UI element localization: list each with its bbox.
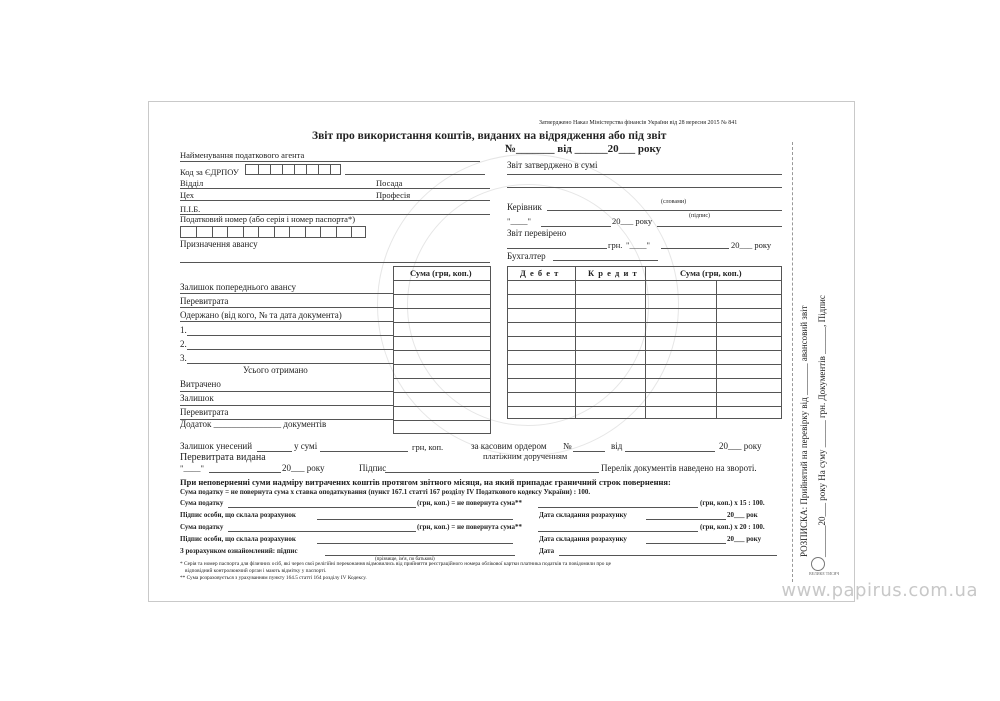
issued-sign: Підпис <box>359 463 387 473</box>
sign-1-label: Підпис особи, що склала розрахунок <box>180 511 296 519</box>
footnote-2: ** Сума розраховується з урахуванням пункту 164.5 статті 164 розділу IV Кодексу. <box>180 575 367 581</box>
docs-list-note: Перелік документів наведено на звороті. <box>601 463 757 473</box>
from-label: від <box>611 441 623 451</box>
row-overspend-2: Перевитрата <box>180 407 229 417</box>
edrpou-boxes[interactable] <box>245 164 341 175</box>
row-attachment: Додаток _______________ документів <box>180 419 327 429</box>
remainder-deposited: Залишок унесений <box>180 441 253 451</box>
row-3: 3. <box>180 353 187 363</box>
tax-1-end: (грн, коп.) х 15 : 100. <box>700 499 765 507</box>
advance-purpose-line <box>180 262 490 263</box>
checked-year: 20___ року <box>731 240 772 250</box>
row-prev-advance: Залишок попереднього авансу <box>180 282 296 292</box>
sign-2-label: Підпис особи, що склала розрахунок <box>180 535 296 543</box>
tax-2-label: Сума податку <box>180 523 224 531</box>
sign-2-date: Дата складання розрахунку <box>539 535 627 543</box>
publisher-logo-icon <box>811 557 825 571</box>
row-total-received: Усього отримано <box>243 365 308 375</box>
left-sum-table <box>393 266 491 434</box>
row-overspend: Перевитрата <box>180 296 229 306</box>
in-words-caption: (словами) <box>661 199 687 205</box>
checked-date-line <box>661 248 729 249</box>
row-received: Одержано (від кого, № та дата документа) <box>180 310 342 320</box>
right-sum-header: Сума (грн, коп.) <box>680 268 742 278</box>
department-line <box>180 188 490 189</box>
publisher-logo-text: ВЕЛИКЕ ТИСЯЧ <box>809 571 840 576</box>
tax-number-label: Податковий номер (або серія і номер паспорта*) <box>180 214 356 224</box>
footnote-1: * Серія та номер паспорта для фізичних осіб, які через свої релігійні переконання відмовились від прийняття реєстраційного номера облікової картки платника податків та повідомили про це <box>180 561 611 567</box>
overspend-issued: Перевитрата видана <box>180 452 266 463</box>
shop-line <box>180 200 490 201</box>
head-label: Керівник <box>507 202 542 212</box>
warning-line-1: При неповерненні суми надміру витрачених коштів протягом звітного місяця, на який припадає граничний строк повернення: <box>180 477 671 487</box>
warning-line-2: Сума податку = не повернута сума х ставка оподаткування (пункт 167.1 статті 167 розділу IV Податкового кодексу України) : 100. <box>180 488 591 496</box>
approved-sum-line <box>507 174 782 175</box>
approved-sum-line-2 <box>507 187 782 188</box>
acquainted-label: З розрахунком ознайомлений: підпис <box>180 547 298 555</box>
department-label: Відділ <box>180 178 204 188</box>
head-sign-line <box>657 226 782 227</box>
advance-purpose-label: Призначення авансу <box>180 239 258 249</box>
tax-number-boxes[interactable] <box>180 226 366 238</box>
footnote-1b: відповідний контролюючий орган і мають відмітку у паспорті. <box>185 568 327 574</box>
position-label: Посада <box>376 178 403 188</box>
sign-1-year: 20___ рок <box>727 511 758 519</box>
left-sum-header: Сума (грн, коп.) <box>410 268 472 278</box>
checked-sum-line <box>507 248 607 249</box>
approved-sum-label: Звіт затверджено в сумі <box>507 160 598 170</box>
report-form <box>148 101 855 602</box>
grn-kop-label: грн, коп. <box>412 442 444 452</box>
debit-header: Д е б е т <box>520 268 560 278</box>
receipt-cut-line <box>792 142 793 582</box>
agent-name-label: Найменування податкового агента <box>180 150 305 160</box>
tax-2-mid: (грн, коп.) = не повернута сума** <box>417 523 522 531</box>
tax-1-mid: (грн, коп.) = не повернута сума** <box>417 499 522 507</box>
right-ledger-table <box>507 266 782 419</box>
edrpou-tail-line <box>345 174 485 175</box>
row-1: 1. <box>180 325 187 335</box>
acquainted-date: Дата <box>539 547 555 555</box>
row-remainder: Залишок <box>180 393 214 403</box>
payment-order: платіжним дорученням <box>483 451 568 461</box>
acquainted-caption: (прізвище, ім'я, по батькові) <box>375 557 435 562</box>
tax-2-end: (грн, коп.) х 20 : 100. <box>700 523 765 531</box>
sign-1-date: Дата складання розрахунку <box>539 511 627 519</box>
agent-name-line <box>180 161 480 162</box>
profession-label: Професія <box>376 190 411 200</box>
tax-1-label: Сума податку <box>180 499 224 507</box>
receipt-col-1: РОЗПИСКА: Прийнятий на перевірку від _______ авансовий звіт <box>799 305 809 557</box>
receipt-col-2: _______20___ року На суму ______ грн. Документів ______, Підпис <box>817 295 827 557</box>
site-watermark: www.papirus.com.ua <box>781 580 978 601</box>
head-date-quote: "____" <box>507 216 531 226</box>
head-date-line <box>541 226 611 227</box>
form-title: Звіт про використання коштів, виданих на відрядження або під звіт <box>312 130 667 142</box>
credit-header: К р е д и т <box>588 268 638 278</box>
head-year: 20___ року <box>612 216 653 226</box>
checked-grn: грн. <box>608 240 623 250</box>
issued-date-quote: "____" <box>180 463 204 473</box>
head-line <box>547 210 782 211</box>
issued-year: 20___ року <box>282 463 325 473</box>
row-spent: Витрачено <box>180 379 221 389</box>
signature-caption: (підпис) <box>689 213 711 219</box>
sign-2-year: 20___ року <box>727 535 762 543</box>
number-sign: № <box>563 441 572 451</box>
form-number-line: №_______ від ______20___ року <box>505 143 662 155</box>
checked-label: Звіт перевірено <box>507 228 567 238</box>
remainder-year: 20___ року <box>719 441 762 451</box>
accountant-line <box>553 260 658 261</box>
edrpou-label: Код за ЄДРПОУ <box>180 167 239 177</box>
by-cash-order: за касовим ордером <box>471 441 547 451</box>
checked-quote: "____" <box>626 240 650 250</box>
shop-label: Цех <box>180 190 195 200</box>
approval-note: Затверджено Наказ Міністерства фінансів України від 28 вересня 2015 № 841 <box>539 120 738 126</box>
pib-label: П.І.Б. <box>180 204 201 214</box>
in-sum-label: у сумі <box>294 441 318 451</box>
row-2: 2. <box>180 339 187 349</box>
accountant-label: Бухгалтер <box>507 251 546 261</box>
